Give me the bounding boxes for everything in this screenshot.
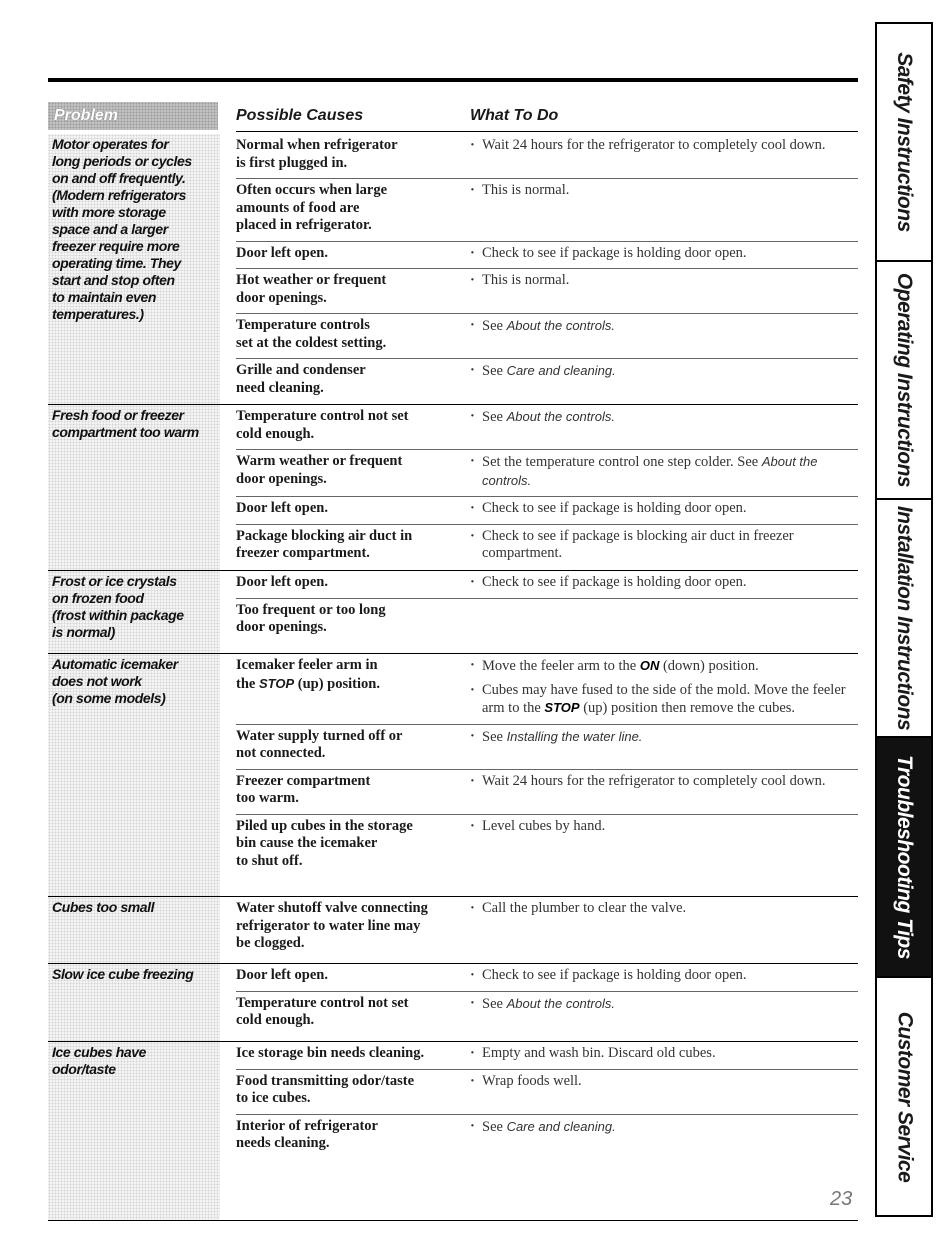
tab-label: Safety Instructions	[893, 52, 917, 232]
possible-cause	[236, 657, 470, 718]
todo-item	[470, 1073, 858, 1091]
todo-fragment: Check to see if package is holding door open.	[482, 244, 747, 261]
table-row	[236, 179, 858, 242]
todo-fragment: Wait 24 hours for the refrigerator to completely cool down.	[482, 772, 826, 789]
todo-fragment: See	[482, 1118, 507, 1135]
todo-fragment: Check to see if package is holding door open.	[482, 574, 747, 590]
todo-item	[470, 500, 858, 518]
todo-fragment: Set the temperature control one step colder. See	[482, 454, 762, 470]
cause-rows	[236, 654, 858, 896]
table-row	[236, 964, 858, 992]
possible-cause: Temperature control not set cold enough.	[236, 994, 409, 1028]
todo-fragment: See	[482, 728, 507, 745]
todo-item	[470, 408, 858, 427]
cause-fragment: Icemaker feeler arm in the	[236, 657, 378, 692]
what-to-do	[470, 995, 858, 1030]
possible-cause: Normal when refrigerator is first plugged in.	[236, 137, 398, 171]
todo-item	[470, 272, 858, 290]
todo-item	[470, 137, 858, 155]
problem-text: Frost or ice crystals on frozen food (frost within package is normal)	[48, 571, 220, 653]
possible-cause: Water supply turned off or not connected.	[236, 727, 403, 761]
todo-fragment: Wait 24 hours for the refrigerator to completely cool down.	[482, 137, 826, 153]
table-row	[236, 725, 858, 770]
todo-item	[470, 967, 858, 985]
todo-fragment: Check to see if package is holding door open.	[482, 500, 747, 516]
possible-cause: Door left open.	[236, 574, 328, 590]
what-to-do	[470, 1073, 858, 1108]
top-rule	[48, 78, 858, 82]
todo-item	[470, 574, 858, 592]
table-row	[236, 599, 858, 643]
page-number: 23	[830, 1188, 853, 1210]
what-to-do	[470, 362, 858, 397]
possible-cause: Too frequent or too long door openings.	[236, 601, 386, 635]
table-row	[236, 654, 858, 725]
todo-item	[470, 1045, 858, 1063]
todo-fragment: See	[482, 995, 507, 1012]
todo-fragment: See	[482, 409, 507, 425]
table-row	[236, 770, 858, 815]
what-to-do	[470, 245, 858, 263]
what-to-do	[470, 272, 858, 307]
todo-item	[470, 995, 858, 1014]
todo-item	[470, 773, 858, 791]
what-to-do	[470, 900, 858, 953]
todo-fragment: STOP	[544, 700, 580, 715]
todo-item	[470, 317, 858, 336]
what-to-do	[470, 500, 858, 518]
todo-fragment: See	[482, 363, 507, 379]
problem-group	[48, 964, 858, 1042]
cause-rows	[236, 1042, 858, 1220]
header-possible-causes: Possible Causes	[236, 107, 364, 124]
problem-group	[48, 571, 858, 654]
problem-text: Fresh food or freezer compartment too warm	[48, 405, 220, 570]
table-row	[236, 897, 858, 959]
todo-item	[470, 818, 858, 836]
what-to-do	[470, 528, 858, 563]
todo-fragment: Call the plumber to clear the valve.	[482, 900, 687, 916]
possible-cause: Water shutoff valve connecting refrigerator to water line may be clogged.	[236, 900, 428, 951]
problem-group	[48, 405, 858, 571]
what-to-do	[470, 657, 858, 718]
what-to-do	[470, 773, 858, 808]
table-row	[236, 525, 858, 569]
table-row	[236, 1115, 858, 1159]
todo-fragment: This is normal.	[482, 182, 570, 198]
possible-cause: Temperature controls set at the coldest setting.	[236, 317, 387, 351]
table-row	[236, 497, 858, 525]
what-to-do	[470, 137, 858, 172]
what-to-do	[470, 967, 858, 985]
table-row	[236, 1042, 858, 1070]
todo-fragment: See	[482, 318, 507, 334]
todo-fragment: Level cubes by hand.	[482, 817, 606, 834]
problem-group	[48, 1042, 858, 1221]
todo-fragment: ON	[639, 658, 660, 673]
problem-text: Slow ice cube freezing	[48, 964, 220, 1041]
possible-cause: Grille and condenser need cleaning.	[236, 362, 366, 396]
problem-group	[48, 897, 858, 964]
tab-operating-instructions[interactable]	[877, 262, 931, 500]
what-to-do	[470, 1118, 858, 1153]
what-to-do	[470, 574, 858, 592]
problem-group	[48, 134, 858, 405]
todo-item	[470, 728, 858, 747]
possible-cause: Freezer compartment too warm.	[236, 772, 371, 806]
todo-item	[470, 182, 858, 200]
possible-cause: Package blocking air duct in freezer compartment.	[236, 527, 413, 561]
todo-item	[470, 245, 858, 263]
tab-safety-instructions[interactable]	[877, 24, 931, 262]
what-to-do	[470, 728, 858, 763]
table-row	[236, 571, 858, 599]
todo-fragment: Check to see if package is holding door open.	[482, 967, 747, 983]
possible-cause: Interior of refrigerator needs cleaning.	[236, 1117, 378, 1151]
possible-cause: Temperature control not set cold enough.	[236, 408, 409, 442]
todo-fragment: About the controls.	[482, 454, 818, 488]
table-row	[236, 405, 858, 450]
problem-text: Automatic icemaker does not work (on some models)	[48, 654, 220, 896]
header-what-to-do: What To Do	[470, 107, 559, 124]
cause-rows	[236, 964, 858, 1041]
todo-item	[470, 528, 858, 563]
problem-group	[48, 654, 858, 897]
possible-cause: Food transmitting odor/taste to ice cubes.	[236, 1072, 415, 1106]
todo-item	[470, 682, 858, 718]
table-row	[236, 1070, 858, 1115]
cause-rows	[236, 405, 858, 570]
todo-item	[470, 1118, 858, 1137]
problem-text: Cubes too small	[48, 897, 220, 963]
cause-fragment: STOP	[258, 675, 295, 691]
todo-fragment: Cubes may have fused to the side of the mold. Move the feeler arm to the	[482, 681, 846, 716]
todo-fragment: This is normal.	[482, 272, 570, 288]
tab-label: Operating Instructions	[893, 272, 916, 488]
section-tabs	[875, 22, 933, 1217]
tab-customer-service[interactable]	[877, 978, 931, 1215]
todo-item	[470, 657, 858, 676]
possible-cause: Piled up cubes in the storage bin cause the icemaker to shut off.	[236, 817, 413, 869]
cause-rows	[236, 897, 858, 963]
possible-cause: Warm weather or frequent door openings.	[236, 453, 403, 487]
what-to-do	[470, 1045, 858, 1063]
what-to-do	[470, 408, 858, 443]
header-problem: Problem	[48, 102, 218, 130]
tab-installation-instructions[interactable]	[877, 500, 931, 738]
tab-label: Troubleshooting Tips	[893, 755, 917, 959]
todo-fragment: Care and cleaning.	[506, 1118, 616, 1134]
table-row	[236, 314, 858, 359]
todo-item	[470, 453, 858, 490]
possible-cause: Often occurs when large amounts of food are placed in refrigerator.	[236, 182, 388, 233]
possible-cause: Door left open.	[236, 244, 328, 261]
todo-fragment: Check to see if package is blocking air duct in freezer compartment.	[482, 527, 794, 561]
possible-cause: Hot weather or frequent door openings.	[236, 272, 387, 306]
what-to-do	[470, 602, 858, 637]
todo-fragment: Wrap foods well.	[482, 1072, 582, 1089]
what-to-do	[470, 818, 858, 871]
todo-fragment: Move the feeler arm to the	[482, 658, 640, 674]
possible-cause: Door left open.	[236, 967, 328, 983]
tab-label: Customer Service	[893, 1011, 916, 1182]
table-header	[48, 102, 858, 132]
table-row	[236, 815, 858, 877]
todo-fragment: Care and cleaning.	[506, 363, 616, 378]
problem-text: Ice cubes have odor/taste	[48, 1042, 220, 1220]
todo-item	[470, 362, 858, 381]
cause-rows	[236, 134, 858, 404]
possible-cause: Door left open.	[236, 500, 328, 516]
tab-troubleshooting-tips[interactable]	[877, 738, 931, 978]
todo-fragment: Empty and wash bin. Discard old cubes.	[482, 1045, 716, 1061]
header-divider	[236, 131, 858, 132]
problem-text: Motor operates for long periods or cycles on and off frequently. (Modern refrigerators with more storage space and a larger freezer require more operating time. They start and stop often to maintain even temperatures.)	[48, 134, 220, 404]
todo-fragment: About the controls.	[506, 409, 615, 424]
table-row	[236, 134, 858, 179]
cause-fragment: (up) position.	[294, 675, 380, 692]
table-row	[236, 359, 858, 403]
table-row	[236, 450, 858, 497]
what-to-do	[470, 317, 858, 352]
todo-fragment: About the controls.	[506, 318, 615, 333]
what-to-do	[470, 182, 858, 235]
what-to-do	[470, 453, 858, 490]
todo-fragment: (down) position.	[659, 658, 759, 674]
cause-rows	[236, 571, 858, 653]
table-row	[236, 269, 858, 314]
todo-fragment: Installing the water line.	[506, 728, 643, 744]
table-row	[236, 242, 858, 270]
possible-cause: Ice storage bin needs cleaning.	[236, 1045, 425, 1061]
todo-fragment: (up) position then remove the cubes.	[579, 700, 796, 716]
tab-label: Installation Instructions	[893, 505, 917, 731]
todo-fragment: About the controls.	[506, 995, 615, 1011]
troubleshooting-table	[48, 134, 858, 1221]
todo-item	[470, 900, 858, 918]
table-row	[236, 992, 858, 1036]
